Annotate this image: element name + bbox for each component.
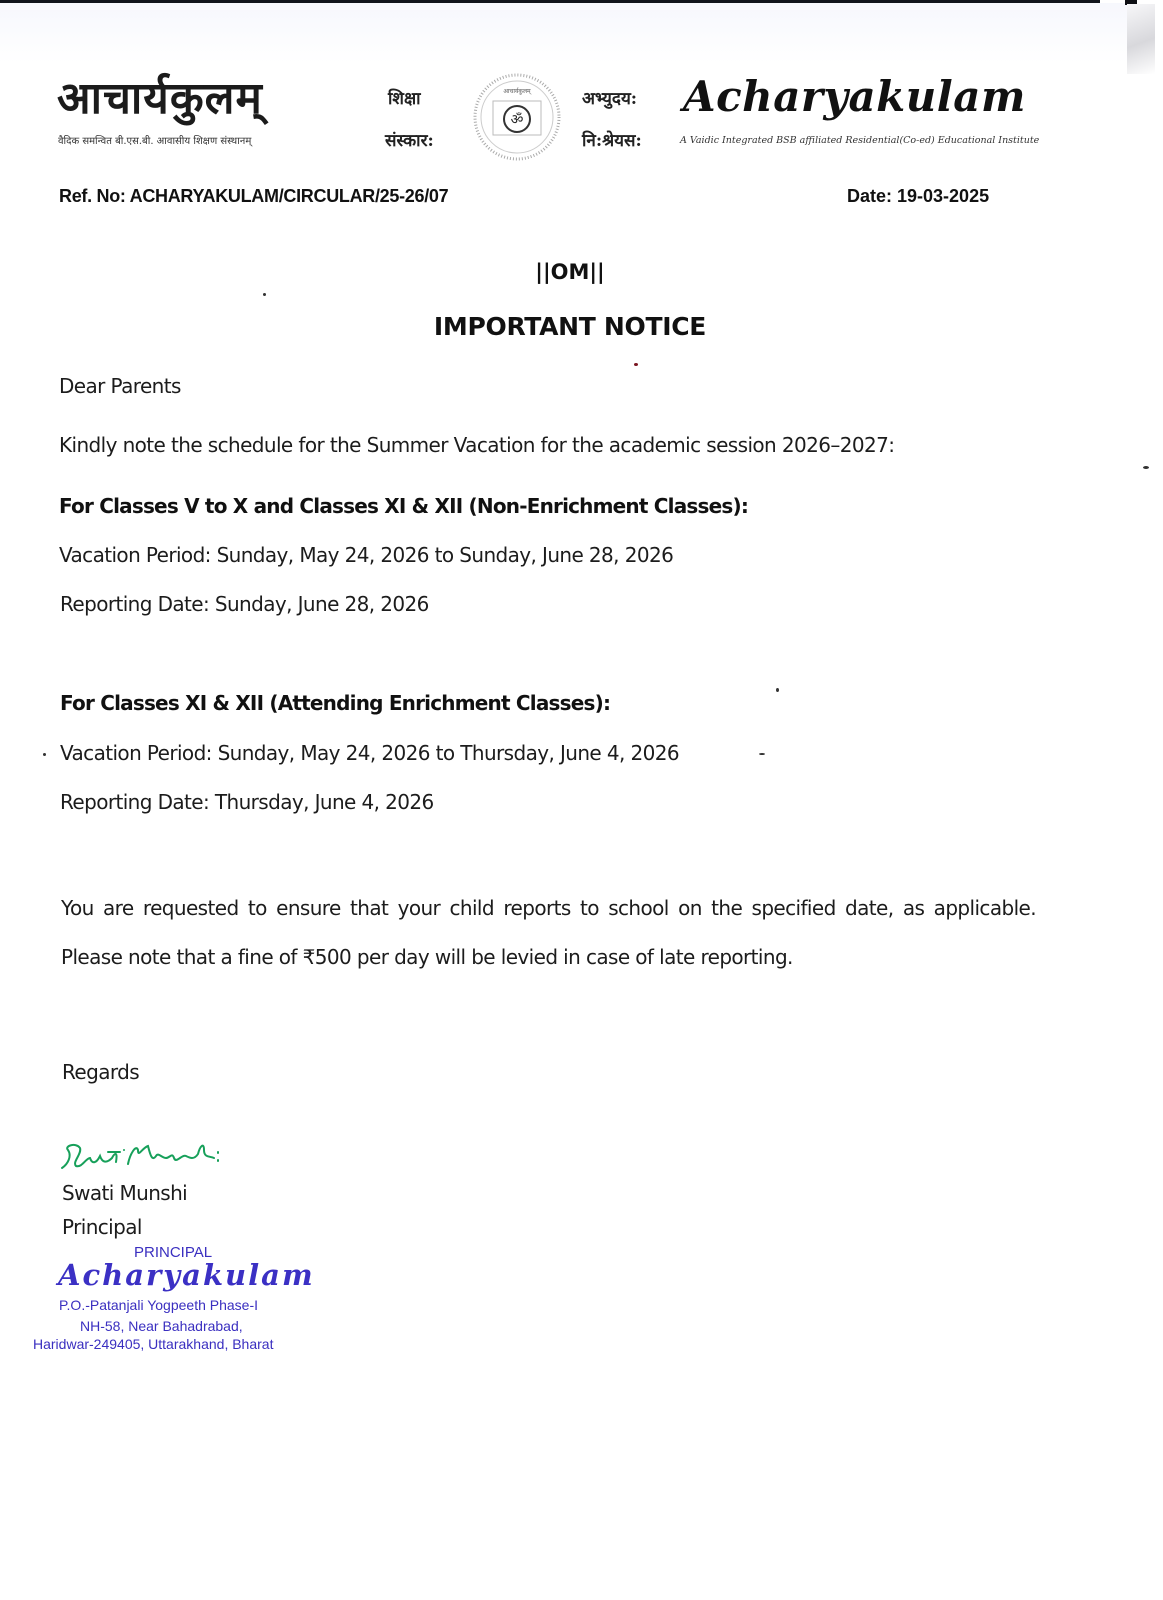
motto-left-1: शिक्षा xyxy=(388,89,421,109)
vacation-period: Vacation Period: Sunday, May 24, 2026 to Sunday, June 28, 2026 xyxy=(59,543,674,567)
circular-date: Date: 19-03-2025 xyxy=(847,186,990,206)
scan-top-edge xyxy=(0,0,1100,3)
signatory-name: Swati Munshi xyxy=(62,1181,188,1205)
stamp-address-line-1: P.O.-Patanjali Yogpeeth Phase-I xyxy=(59,1297,259,1313)
signatory-designation: Principal xyxy=(62,1215,142,1239)
hindi-institute-name: आचार्यकुलम् xyxy=(57,73,263,124)
motto-left-2: संस्कार: xyxy=(385,131,434,151)
invocation: ||OM|| xyxy=(535,260,605,284)
reporting-date: Reporting Date: Sunday, June 28, 2026 xyxy=(60,592,429,616)
hindi-tagline: वैदिक समन्वित बी.एस.बी. आवासीय शिक्षण संस्थानम् xyxy=(58,136,252,147)
motto-right-1: अभ्युदय: xyxy=(582,89,638,109)
reference-number: Ref. No: ACHARYAKULAM/CIRCULAR/25-26/07 xyxy=(59,186,449,206)
om-seal-emblem-icon xyxy=(473,73,561,161)
svg-text:आचार्यकुलम्: आचार्यकुलम् xyxy=(503,88,531,95)
regards: Regards xyxy=(62,1060,140,1084)
scan-speck xyxy=(776,688,779,692)
stamp-address-line-3: Haridwar-249405, Uttarakhand, Bharat xyxy=(33,1336,274,1352)
section-heading: For Classes XI & XII (Attending Enrichment Classes): xyxy=(60,691,611,715)
english-institute-name: Acharyakulam xyxy=(683,72,1026,121)
english-tagline: A Vaidic Integrated BSB affiliated Residential(Co-ed) Educational Institute xyxy=(680,135,1040,146)
svg-text:ॐ: ॐ xyxy=(510,112,524,128)
motto-right-2: नि:श्रेयस: xyxy=(582,131,642,151)
handwritten-signature xyxy=(58,1136,228,1176)
scan-speck xyxy=(43,753,46,756)
scan-speck xyxy=(759,753,765,755)
notice-title: IMPORTANT NOTICE xyxy=(433,312,707,341)
stamp-institute: Acharyakulam xyxy=(58,1258,315,1292)
vacation-period: Vacation Period: Sunday, May 24, 2026 to Thursday, June 4, 2026 xyxy=(60,741,680,765)
scan-edge-tint xyxy=(0,3,1127,63)
page-corner-fold xyxy=(1127,4,1155,74)
stamp-address-line-2: NH-58, Near Bahadrabad, xyxy=(80,1318,243,1334)
stamp-role: PRINCIPAL xyxy=(134,1244,213,1261)
closing-paragraph: You are requested to ensure that your child reports to school on the specified date, as applicable. Please note that a fine of ₹500 per day will be levied in case of late reporting. xyxy=(61,896,1036,969)
scan-speck xyxy=(634,363,638,366)
salutation: Dear Parents xyxy=(59,374,181,398)
scan-speck xyxy=(1143,466,1149,469)
section-heading: For Classes V to X and Classes XI & XII (Non-Enrichment Classes): xyxy=(59,494,749,518)
intro-text: Kindly note the schedule for the Summer Vacation for the academic session 2026–2027: xyxy=(59,433,895,457)
reporting-date: Reporting Date: Thursday, June 4, 2026 xyxy=(60,790,434,814)
scan-speck xyxy=(263,293,266,296)
